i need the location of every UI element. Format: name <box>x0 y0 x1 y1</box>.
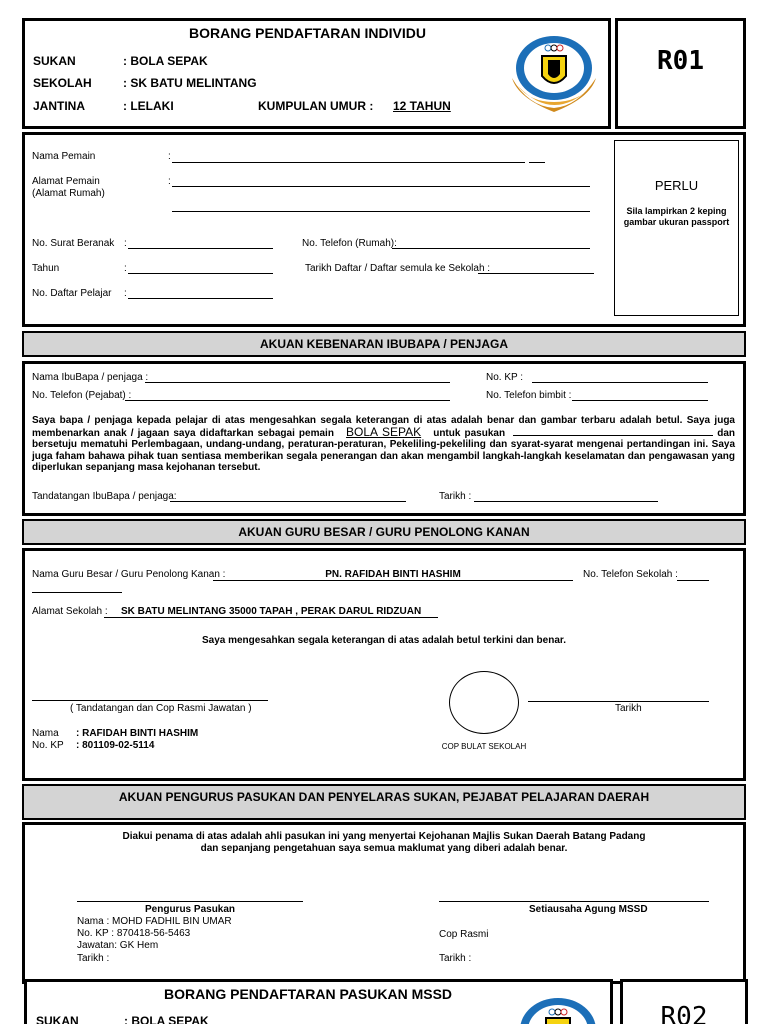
daftar-pelajar-field[interactable] <box>128 298 273 299</box>
declaration-pasukan-field[interactable] <box>513 427 713 436</box>
photo-title: PERLU <box>654 178 699 193</box>
r02-code: R02 <box>660 1002 708 1024</box>
jantina-label: JANTINA <box>33 99 86 113</box>
guru-kp-row-label: No. KP <box>32 740 64 751</box>
alamat-colon: : <box>168 176 171 187</box>
pengurus-kp: No. KP : 870418-56-5463 <box>77 928 191 939</box>
guru-nama-row-value: : RAFIDAH BINTI HASHIM <box>76 728 199 739</box>
ibubapa-kp-label: No. KP : <box>486 372 524 383</box>
telefon-sekolah-field-2[interactable] <box>32 592 122 593</box>
ibubapa-bar-title: AKUAN KEBENARAN IBUBAPA / PENJAGA <box>259 337 508 351</box>
alamat-field-2[interactable] <box>172 211 590 212</box>
ibubapa-tarikh-label: Tarikh : <box>439 491 472 502</box>
sekolah-value: : SK BATU MELINTANG <box>123 76 257 90</box>
setiausaha-tandatangan-field[interactable] <box>439 901 709 902</box>
telefon-sekolah-label: No. Telefon Sekolah : <box>583 569 678 580</box>
surat-beranak-label: No. Surat Beranak <box>32 238 115 249</box>
alamat-sekolah-value: SK BATU MELINTANG 35000 TAPAH , PERAK DARUL RIDZUAN <box>121 606 422 617</box>
declaration-part-3: dan bersetuju mematuhi Perlembagaan, undang-undang, peraturan-peraturan, Pekeliling-pekeliling dan syarat-syarat mengenai pertandingan ini. Saya juga faham bahawa pihak tuan sentiasa memberikan segala penerangan dan akan mengambil langkah-langkah keselamatan dan pengawasan yang diperlukan sepanjang masa kejohanan tersebut. <box>32 427 736 473</box>
tandatangan-ibubapa-label: Tandatangan IbuBapa / penjaga: <box>32 491 177 502</box>
guru-bar-title: AKUAN GURU BESAR / GURU PENOLONG KANAN <box>238 525 530 539</box>
setiausaha-tarikh: Tarikh : <box>439 953 472 964</box>
alamat-rumah-label: (Alamat Rumah) <box>32 188 105 199</box>
r01-title: BORANG PENDAFTARAN INDIVIDU <box>189 25 426 41</box>
tarikh-daftar-field[interactable] <box>478 273 594 274</box>
telefon-rumah-field[interactable] <box>392 248 590 249</box>
nama-guru-value: PN. RAFIDAH BINTI HASHIM <box>325 569 461 580</box>
pengurus-nama: Nama : MOHD FADHIL BIN UMAR <box>77 916 232 927</box>
tarikh-daftar-label: Tarikh Daftar / Daftar semula ke Sekolah : <box>305 263 491 274</box>
ibubapa-kp-field[interactable] <box>532 382 708 383</box>
tel-bimbit-field[interactable] <box>572 400 708 401</box>
daftar-pelajar-label: No. Daftar Pelajar <box>32 288 112 299</box>
alamat-sekolah-field[interactable] <box>104 617 438 618</box>
r02-title: BORANG PENDAFTARAN PASUKAN MSSD <box>164 986 453 1002</box>
sukan-label: SUKAN <box>33 54 76 68</box>
cop-rasmi-label: Cop Rasmi <box>439 929 489 940</box>
pengurus-jawatan: Jawatan: GK Hem <box>77 940 159 951</box>
photo-box[interactable] <box>614 140 739 316</box>
guru-pengesahan: Saya mengesahkan segala keterangan di atas adalah betul terkini dan benar. <box>201 635 567 646</box>
ibubapa-tarikh-field[interactable] <box>474 501 658 502</box>
guru-nama-row-label: Nama <box>32 728 59 739</box>
cop-bulat-label: COP BULAT SEKOLAH <box>441 742 527 751</box>
pengurus-bar-title: AKUAN PENGURUS PASUKAN DAN PENYELARAS SUKAN, PEJABAT PELAJARAN DAERAH <box>118 790 650 804</box>
guru-tarikh-label: Tarikh <box>615 703 642 714</box>
nama-pemain-field[interactable] <box>172 162 525 163</box>
guru-kp-row-value: : 801109-02-5114 <box>76 740 155 751</box>
daftar-pelajar-colon: : <box>124 288 127 299</box>
pengurus-tarikh: Tarikh : <box>77 953 110 964</box>
pengurus-bar <box>22 784 746 820</box>
pengurus-title: Pengurus Pasukan <box>145 904 236 915</box>
nama-pemain-label: Nama Pemain <box>32 151 96 162</box>
setiausaha-title: Setiausaha Agung MSSD <box>529 904 648 915</box>
alamat-field-1[interactable] <box>172 186 590 187</box>
declaration-sport: BOLA SEPAK <box>346 424 422 439</box>
guru-tandatangan-label: ( Tandatangan dan Cop Rasmi Jawatan ) <box>70 703 252 714</box>
mssd-logo-icon <box>508 28 600 114</box>
tel-pejabat-field[interactable] <box>125 400 450 401</box>
nama-guru-label: Nama Guru Besar / Guru Penolong Kanan : <box>32 569 226 580</box>
tel-bimbit-label: No. Telefon bimbit : <box>486 390 572 401</box>
tahun-field[interactable] <box>128 273 273 274</box>
alamat-sekolah-label: Alamat Sekolah : <box>32 606 108 617</box>
pengurus-tandatangan-field[interactable] <box>77 901 303 902</box>
declaration-part-2: untuk pasukan <box>433 427 506 439</box>
tel-pejabat-label: No. Telefon (Pejabat) : <box>32 390 132 401</box>
guru-bar <box>22 519 746 545</box>
telefon-sekolah-field[interactable] <box>677 580 709 581</box>
sekolah-label: SEKOLAH <box>33 76 92 90</box>
declaration-part-1: Saya bapa / penjaga kepada pelajar di atas mengesahkan segala keterangan di atas adalah benar dan gambar terbaru adalah betul. Saya juga membenarkan anak / jagaan saya didaftarkan sebagai pemain <box>32 415 735 439</box>
surat-beranak-colon: : <box>124 238 127 249</box>
kumpulan-umur-value: 12 TAHUN <box>393 99 451 113</box>
pengurus-line-2: dan sepanjang pengetahuan saya semua maklumat yang diberi adalah benar. <box>200 843 568 854</box>
alamat-pemain-label: Alamat Pemain <box>32 176 100 187</box>
cop-bulat-circle[interactable] <box>449 671 519 734</box>
ibubapa-bar <box>22 331 746 357</box>
tahun-colon: : <box>124 263 127 274</box>
tahun-label: Tahun <box>32 263 60 274</box>
r02-sukan-label: SUKAN <box>36 1014 79 1024</box>
tandatangan-ibubapa-field[interactable] <box>170 501 406 502</box>
nama-ibubapa-field[interactable] <box>145 382 450 383</box>
sukan-value: : BOLA SEPAK <box>123 54 208 68</box>
mssd-logo-icon-2 <box>512 990 604 1024</box>
surat-beranak-field[interactable] <box>128 248 273 249</box>
kumpulan-umur-label: KUMPULAN UMUR : <box>258 99 374 113</box>
guru-tarikh-field[interactable] <box>528 701 709 702</box>
r01-code: R01 <box>657 46 704 76</box>
nama-ibubapa-label: Nama IbuBapa / penjaga : <box>32 372 149 383</box>
nama-guru-field[interactable] <box>213 580 573 581</box>
nama-pemain-field-ext[interactable] <box>529 162 545 163</box>
guru-tandatangan-field[interactable] <box>32 700 268 701</box>
photo-note: Sila lampirkan 2 keping gambar ukuran passport <box>623 206 730 227</box>
ibubapa-declaration <box>32 415 735 474</box>
telefon-rumah-label: No. Telefon (Rumah): <box>302 238 397 249</box>
jantina-value: : LELAKI <box>123 99 174 113</box>
pengurus-line-1: Diakui penama di atas adalah ahli pasukan ini yang menyertai Kejohanan Majlis Sukan Daerah Batang Padang <box>122 831 646 842</box>
nama-pemain-colon: : <box>168 151 171 162</box>
r02-sukan-value: : BOLA SEPAK <box>124 1014 209 1024</box>
